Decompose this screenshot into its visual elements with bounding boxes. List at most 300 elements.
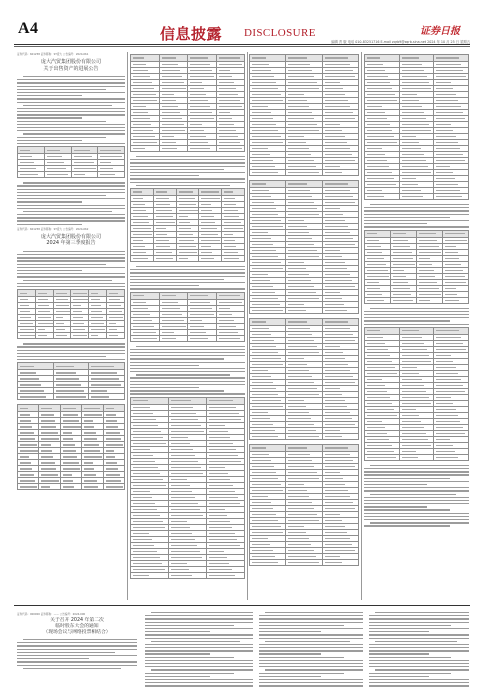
table-cell [207,572,245,578]
text-line [130,390,224,391]
data-table [364,327,469,461]
text-line [364,311,469,312]
text-line [130,166,245,167]
data-table [17,289,125,339]
text-line [17,95,82,96]
data-table [130,54,245,152]
table-cell [222,255,245,261]
text-line [130,371,245,372]
table-row [18,484,125,490]
text-line [369,685,469,686]
text-line [130,272,245,273]
text-line [145,673,234,674]
text-line [23,639,137,640]
table-cell [286,445,322,452]
text-line [23,76,125,77]
table-row [250,445,359,452]
data-table [249,54,359,176]
text-line [369,625,451,626]
text-line [17,270,82,271]
announcement-title-line: 庞大汽贸集团股份有限公司 [40,59,101,65]
text-line [364,497,469,498]
table-cell [53,333,71,339]
table-cell [199,255,222,261]
text-line [364,217,450,218]
table-cell [286,181,322,188]
text-line [17,198,125,199]
text-line [130,276,245,277]
body-text-block [130,156,245,186]
text-line [145,625,234,626]
text-line [145,657,234,658]
text-line [17,260,125,261]
body-text-block [364,465,469,527]
table-cell [107,333,125,339]
table-cell [188,292,217,299]
data-table [130,188,245,262]
bottom-column-4 [369,612,469,692]
text-line [130,285,199,286]
text-line [17,92,125,93]
table-row [18,333,125,339]
data-table [130,292,245,342]
table-cell [159,292,188,299]
text-line [130,279,224,280]
table-cell [322,55,358,62]
table-row [250,434,359,440]
table-cell [365,297,391,303]
text-line [17,658,89,659]
text-line [17,353,125,354]
header-rule [14,44,470,45]
table-cell [103,484,124,490]
column-divider [127,52,128,600]
table-cell [18,172,45,178]
text-line [265,669,363,670]
text-line [130,381,245,382]
page-number: A4 [18,20,39,37]
text-line [17,185,125,186]
table-row [131,55,245,62]
table-cell [250,319,286,326]
table-cell [250,170,286,176]
text-line [17,217,125,218]
text-line [259,628,363,629]
table-cell [286,55,322,62]
announcement-title-line: 2024 年第三季度报告 [46,240,96,247]
text-line [369,618,469,619]
text-line [136,266,245,267]
table-row [18,363,125,370]
text-line [364,226,469,227]
text-line [259,631,321,632]
text-line [364,324,469,325]
table-row [131,572,245,578]
table-cell [365,230,391,237]
text-line [17,79,125,80]
table-cell [18,290,36,297]
text-line [17,127,125,128]
text-line [370,204,469,205]
text-line [145,666,253,667]
text-line [17,89,106,90]
text-line [364,487,469,488]
body-text-block [17,251,125,287]
table-row [365,194,469,200]
table-cell [434,454,469,460]
text-line [364,317,469,318]
announcement-title-line: 临时股东大会的通知 [55,624,99,629]
text-line [259,685,363,686]
text-line [17,655,137,656]
text-line [17,98,125,99]
data-table [249,180,359,314]
table-row [250,560,359,566]
table-cell [434,194,469,200]
table-cell [18,363,54,370]
table-cell [131,397,169,404]
table-cell [250,181,286,188]
text-line [364,320,450,321]
table-cell [188,146,217,152]
text-line [17,189,125,190]
paper-logo: 证券日报 [420,26,460,37]
text-line [130,169,224,170]
text-line [369,644,469,645]
text-line [369,647,469,648]
table-cell [131,55,160,62]
table-cell [322,319,358,326]
text-line [130,349,245,350]
table-cell [131,146,160,152]
text-line [364,207,469,208]
table-cell [131,255,154,261]
table-cell [131,188,154,195]
column-3 [249,52,359,602]
text-line [369,650,469,651]
table-cell [131,335,160,341]
text-line [17,143,125,144]
text-line [130,288,245,289]
table-row [131,146,245,152]
table-cell [417,297,443,303]
data-table [130,397,245,579]
table-cell [44,172,71,178]
column-divider [361,52,362,600]
table-cell [131,292,160,299]
table-row [365,55,469,62]
text-line [145,644,253,645]
text-line [259,615,363,616]
table-row [250,55,359,62]
text-line [151,612,253,613]
text-line [17,86,125,87]
text-line [259,666,363,667]
text-line [17,257,125,258]
table-cell [250,434,286,440]
text-line [130,368,245,369]
announcement-title-line: 庞大汽贸集团股份有限公司 [40,233,101,240]
text-line [369,679,469,680]
table-cell [216,55,245,62]
text-line [136,185,230,186]
text-line [364,509,450,510]
text-line [145,638,253,639]
table-cell [216,292,245,299]
data-table [249,444,359,566]
table-cell [391,297,417,303]
table-cell [169,397,207,404]
text-line [364,210,469,211]
table-cell [82,484,103,490]
data-table [364,230,469,304]
text-line [364,220,469,221]
text-line [130,178,245,179]
text-line [130,393,245,394]
text-line [17,350,125,351]
text-line [17,124,125,125]
text-line [23,211,112,212]
text-line [17,192,125,193]
text-line [23,133,125,134]
table-cell [399,454,434,460]
text-line [17,661,137,662]
text-line [17,195,106,196]
text-line [370,494,456,495]
body-text-block [364,204,469,228]
text-line [364,506,427,507]
column-divider [247,52,248,600]
table-cell [222,188,245,195]
text-line [17,208,125,209]
text-line [130,175,199,176]
table-cell [286,434,322,440]
text-line [369,663,469,664]
text-line [145,631,210,632]
section-title: 信息披露 [160,25,223,43]
text-line [370,465,469,466]
data-table [364,54,469,200]
table-cell [71,290,89,297]
table-cell [207,397,245,404]
table-cell [18,405,39,412]
text-line [23,251,125,252]
table-cell [399,194,434,200]
text-line [259,682,363,683]
text-line [364,314,469,315]
text-line [145,685,253,686]
text-line [375,669,469,670]
body-text-block [17,639,137,669]
text-line [145,622,253,623]
table-cell [159,335,188,341]
table-cell [35,333,53,339]
bottom-column-3 [259,612,363,692]
text-line [259,679,363,680]
text-line [364,516,469,517]
table-cell [286,170,322,176]
table-row [131,292,245,299]
text-line [145,647,253,648]
body-text-block [259,612,363,687]
body-text-block [17,76,125,144]
table-cell [434,55,469,62]
announcement-title-line: 关于出售资产的进展公告 [43,65,99,72]
table-cell [188,55,217,62]
text-line [130,182,245,183]
text-line [145,634,253,635]
text-line [17,111,125,112]
table-cell [199,188,222,195]
text-line [130,159,245,160]
text-line [265,612,363,613]
data-table [17,146,125,178]
text-line [136,346,245,347]
table-cell [18,333,36,339]
body-text-block [130,346,245,395]
table-cell [18,147,45,154]
text-line [145,679,253,680]
table-cell [443,297,469,303]
text-line [17,286,125,287]
text-line [259,625,344,626]
text-line [259,653,321,654]
text-line [23,182,125,183]
text-line [17,665,137,666]
table-cell [18,484,39,490]
text-line [17,130,125,131]
header-rule-thin [14,46,470,47]
text-line [17,273,125,274]
table-cell [153,255,176,261]
text-line [369,628,469,629]
table-cell [250,308,286,314]
text-line [369,660,469,661]
text-line [151,669,253,670]
table-cell [44,147,71,154]
table-cell [391,230,417,237]
text-line [364,500,469,501]
text-line [17,214,125,215]
text-line [130,358,224,359]
text-line [17,346,125,347]
text-line [17,114,125,115]
text-line [145,676,210,677]
table-cell [53,394,89,400]
text-line [17,642,137,643]
text-line [17,267,125,268]
text-line [17,220,125,221]
text-line [259,622,363,623]
text-line [17,82,125,83]
text-line [369,653,429,654]
table-row [18,394,125,400]
table-row [365,454,469,460]
text-line [17,201,82,202]
table-cell [322,434,358,440]
text-line [259,650,363,651]
bottom-column-1 [17,612,137,692]
text-line [364,525,450,526]
text-line [145,663,253,664]
table-cell [89,290,107,297]
table-cell [286,308,322,314]
announcement-title-line: 关于召开 2024 年第二次 [50,618,104,623]
table-row [131,255,245,261]
column-1 [17,52,125,602]
table-row [250,319,359,326]
table-cell [188,335,217,341]
table-cell [71,333,89,339]
text-line [17,137,106,138]
section-title-en: DISCLOSURE [244,27,316,39]
text-line [364,474,469,475]
table-row [131,188,245,195]
bottom-section-rule [14,605,470,606]
text-line [364,484,427,485]
table-cell [250,560,286,566]
table-cell [103,405,124,412]
text-line [364,468,469,469]
text-line [17,224,82,225]
text-line [259,663,363,664]
column-4 [364,52,469,602]
text-line [130,365,199,366]
table-cell [71,172,98,178]
table-cell [322,181,358,188]
announcement-title [17,618,137,636]
table-cell [131,572,169,578]
text-line [369,666,469,667]
text-line [369,682,469,683]
table-cell [365,194,400,200]
table-cell [18,394,54,400]
table-cell [159,55,188,62]
table-cell [322,560,358,566]
table-row [250,170,359,176]
text-line [369,657,451,658]
text-line [259,657,344,658]
announcement-title [17,59,125,72]
text-line [364,490,469,491]
table-cell [399,327,434,334]
table-cell [443,230,469,237]
table-row [365,327,469,334]
table-cell [60,484,81,490]
text-line [130,172,245,173]
text-line [17,264,106,265]
table-cell [60,405,81,412]
text-line [17,356,106,357]
text-line [151,641,240,642]
text-line [369,673,451,674]
data-table [17,362,125,400]
table-cell [322,445,358,452]
body-text-block [369,612,469,687]
table-cell [250,445,286,452]
text-line [17,645,137,646]
text-line [364,519,469,520]
table-cell [417,230,443,237]
table-row [18,405,125,412]
text-line [130,352,245,353]
table-cell [176,255,199,261]
text-line [369,615,469,616]
table-cell [153,188,176,195]
text-line [369,676,429,677]
text-line [259,618,363,619]
text-line [364,223,427,224]
